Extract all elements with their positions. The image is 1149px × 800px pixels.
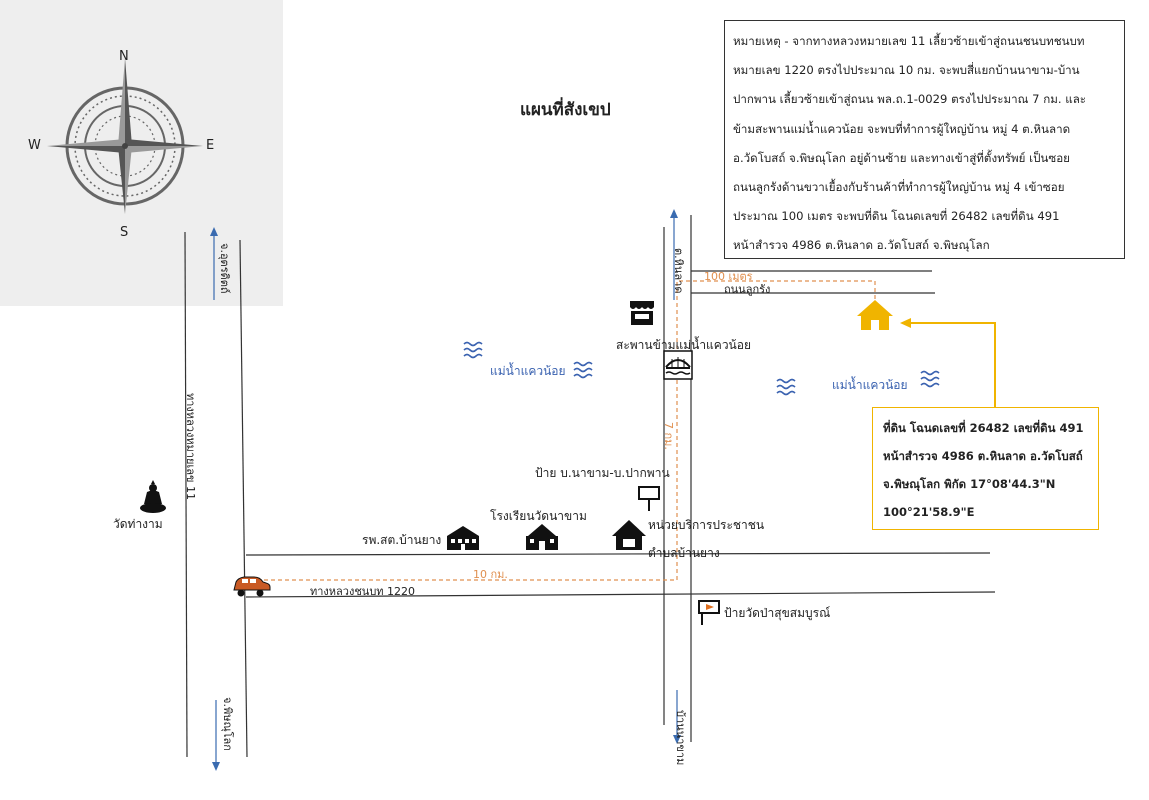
buddha-icon — [140, 480, 166, 513]
compass-east-label: E — [206, 138, 215, 153]
pointer-line — [905, 323, 995, 407]
distance-7km-label: 7 กม. — [662, 422, 675, 450]
to-hinlat-label: ต.หินลาด — [672, 248, 685, 294]
arrow-left-icon — [900, 318, 911, 328]
school-label: โรงเรียนวัดนาขาม — [490, 509, 587, 523]
laterite-road-label: ถนนลูกรัง — [724, 283, 771, 296]
note-line: ปากพาน เลี้ยวซ้ายเข้าสู่ถนน พล.ถ.1-0029 ตรงไปประมาณ 7 กม. และ — [733, 92, 1087, 107]
distance-100m-label: 100 เมตร — [704, 270, 753, 283]
note-line: หมายเหตุ - จากทางหลวงหมายเลข 11 เลี้ยวซ้ายเข้าสู่ถนนชนบทชนบท — [733, 34, 1085, 48]
sign-nakham-label: ป้าย บ.นาขาม-บ.ปากพาน — [535, 466, 670, 480]
to-phitsanulok-label: จ.พิษณุโลก — [221, 697, 234, 751]
compass-south-label: S — [120, 225, 129, 240]
compass-west-label: W — [28, 138, 41, 153]
river-left-label: แม่น้ำแควน้อย — [490, 364, 566, 378]
note-line: หน้าสำรวจ 4986 ต.หินลาด อ.วัดโบสถ์ จ.พิษณุโลก — [733, 238, 990, 253]
highway-11-label: ทางหลวงหมายเลข 11 — [184, 393, 197, 500]
school-building-icon — [526, 524, 558, 550]
info-line: จ.พิษณุโลก พิกัด 17°08'44.3"N — [883, 477, 1056, 491]
ban-nakham-label: บ้านนาขาม — [674, 710, 687, 766]
river-right-label: แม่น้ำแควน้อย — [832, 378, 908, 392]
distance-10km-label: 10 กม. — [473, 568, 508, 581]
water-wave-icon — [921, 372, 939, 387]
info-line: หน้าสำรวจ 4986 ต.หินลาด อ.วัดโบสถ์ — [883, 449, 1083, 463]
note-line: ถนนลูกรังด้านขวาเยื้องกับร้านค้าที่ทำการผู้ใหญ่บ้าน หมู่ 4 เข้าซอย — [733, 180, 1065, 195]
store-icon — [630, 301, 654, 325]
rural-road-label: ทางหลวงชนบท 1220 — [310, 585, 416, 598]
water-wave-icon — [464, 343, 482, 358]
arrow-up-icon — [210, 227, 218, 236]
highway-11-line-right — [240, 240, 247, 757]
compass-north-label: N — [119, 49, 129, 64]
route-dashed-line — [250, 281, 875, 580]
bridge-icon — [664, 351, 692, 379]
map-title: แผนที่สังเขป — [520, 100, 611, 120]
wat-tha-ngam-label: วัดท่างาม — [113, 517, 163, 531]
note-line: ประมาณ 100 เมตร จะพบที่ดิน โฉนดเลขที่ 26482 เลขที่ดิน 491 — [733, 209, 1060, 224]
hospital-building-icon — [447, 526, 479, 550]
hospital-label: รพ.สต.บ้านยาง — [362, 533, 442, 547]
info-line: ที่ดิน โฉนดเลขที่ 26482 เลขที่ดิน 491 — [883, 421, 1084, 435]
water-wave-icon — [574, 363, 592, 378]
target-house-icon — [857, 300, 893, 330]
bridge-label: สะพานข้ามแม่น้ำแควน้อย — [616, 338, 751, 352]
info-line: 100°21'58.9"E — [883, 505, 975, 519]
wat-sign-label: ป้ายวัดป่าสุขสมบูรณ์ — [724, 606, 831, 620]
arrow-up-icon — [670, 209, 678, 218]
service-unit-icon — [612, 520, 646, 550]
compass-rose-icon — [47, 58, 203, 214]
note-line: หมายเลข 1220 ตรงไปประมาณ 10 กม. จะพบสี่แยกบ้านนาขาม-บ้าน — [733, 63, 1080, 78]
signpost-icon — [639, 487, 659, 511]
service-unit-label: หน่วยบริการประชาชน — [648, 518, 765, 532]
tambon-label: ตำบลบ้านยาง — [648, 546, 720, 560]
note-line: อ.วัดโบสถ์ จ.พิษณุโลก อยู่ด้านซ้าย และทางเข้าสู่ที่ตั้งทรัพย์ เป็นซอย — [733, 150, 1070, 165]
note-line: ข้ามสะพานแม่น้ำแควน้อย จะพบที่ทำการผู้ใหญ่บ้าน หมู่ 4 ต.หินลาด — [733, 121, 1071, 136]
to-uttaradit-label: จ.อุตรดิตถ์ — [218, 243, 231, 294]
arrow-down-icon — [212, 762, 220, 771]
note-box — [724, 20, 1125, 259]
wat-sign-icon — [699, 601, 719, 625]
rural-road-line-top — [246, 553, 990, 555]
property-info-box — [872, 407, 1099, 530]
water-wave-icon — [777, 380, 795, 395]
